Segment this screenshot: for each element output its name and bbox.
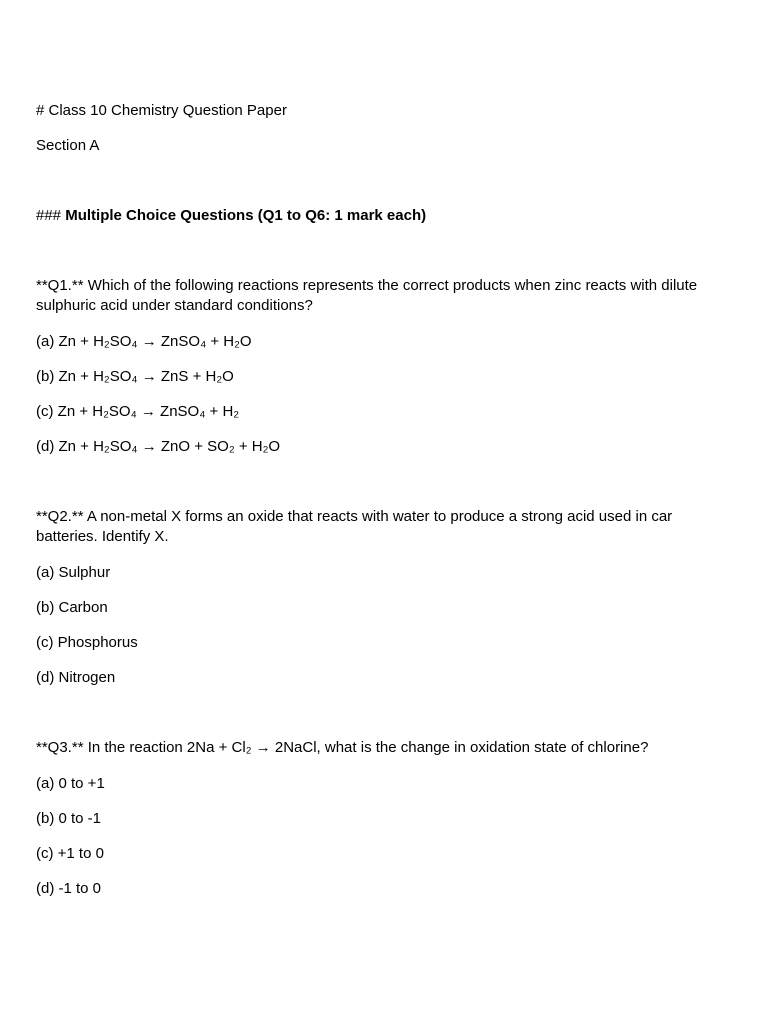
section-heading (36, 206, 732, 226)
question-body: A non-metal X forms an oxide that reacts with water to produce a strong acid used in car batteries. Identify X. (36, 508, 677, 545)
question-text (36, 507, 732, 547)
option-c: (c) Zn + H₂SO₄ → ZnSO₄ + H₂ (36, 403, 240, 420)
question-q2 (36, 507, 732, 688)
question-body: Which of the following reactions represents the correct products when zinc reacts with dilute sulphuric acid under standard conditions? (36, 277, 702, 314)
option-d: (d) -1 to 0 (36, 880, 102, 897)
option-b: (b) 0 to -1 (36, 810, 102, 827)
option-a: (a) 0 to +1 (36, 775, 105, 792)
option-a: (a) Sulphur (36, 564, 111, 581)
option-b: (b) Zn + H₂SO₄ → ZnS + H₂O (36, 368, 234, 385)
question-number: **Q2.** (36, 508, 84, 525)
question-text (36, 276, 732, 316)
question-q3 (36, 738, 732, 899)
option-d: (d) Zn + H₂SO₄ → ZnO + SO₂ + H₂O (36, 438, 281, 455)
option-d: (d) Nitrogen (36, 669, 116, 686)
section-label: Section A (36, 137, 100, 154)
option-c: (c) Phosphorus (36, 634, 138, 651)
option-b: (b) Carbon (36, 599, 108, 616)
document-title: # Class 10 Chemistry Question Paper (36, 102, 287, 119)
question-text (36, 738, 732, 758)
option-c: (c) +1 to 0 (36, 845, 104, 862)
question-q1 (36, 276, 732, 457)
question-paper (36, 101, 732, 899)
heading-prefix: ### (36, 207, 66, 224)
question-number: **Q3.** (36, 739, 84, 756)
option-a: (a) Zn + H₂SO₄ → ZnSO₄ + H₂O (36, 333, 252, 350)
heading-text: Multiple Choice Questions (Q1 to Q6: 1 mark each) (65, 207, 427, 224)
question-body: In the reaction 2Na + Cl₂ → 2NaCl, what is the change in oxidation state of chlorine? (83, 739, 649, 756)
question-number: **Q1.** (36, 277, 84, 294)
